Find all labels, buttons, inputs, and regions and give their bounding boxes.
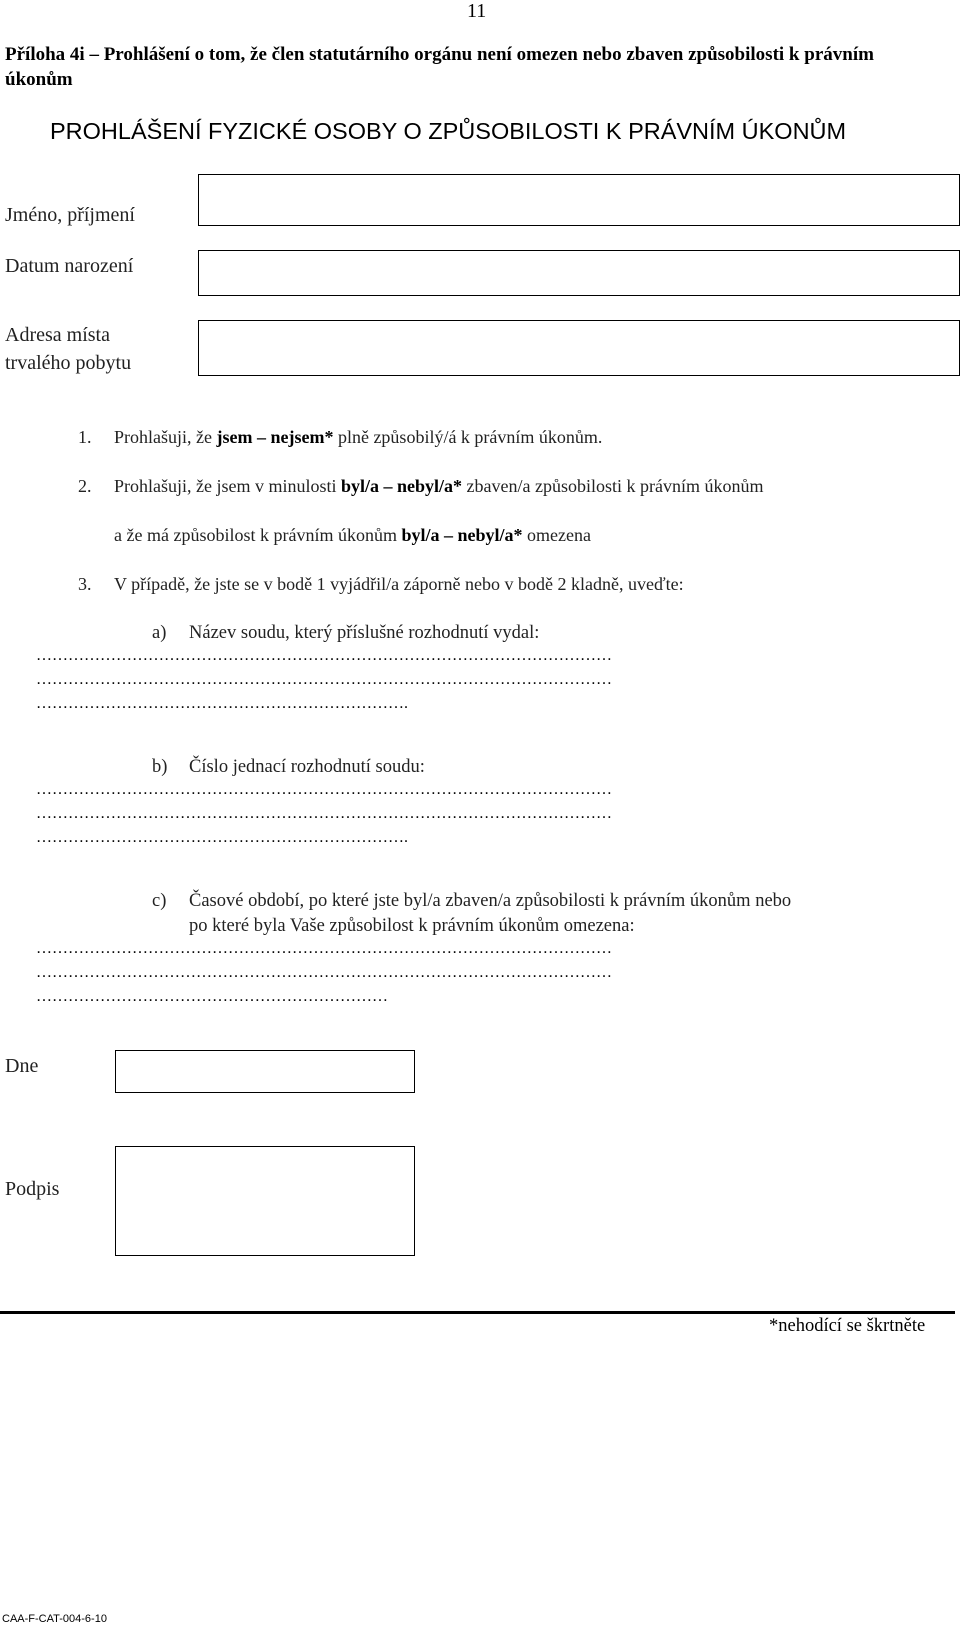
dotted-line-b3[interactable]: ……………………………………………………………. [36,829,408,846]
item-1-text: Prohlašuji, že jsem – nejsem* plně způsobilý/á k právním úkonům. [114,427,603,447]
sub-b-letter: b) [152,757,168,777]
sub-a-text: Název soudu, který příslušné rozhodnutí vydal: [189,623,540,643]
page-title: PROHLÁŠENÍ FYZICKÉ OSOBY O ZPŮSOBILOSTI K PRÁVNÍM ÚKONŮM [50,118,847,144]
footer-code: CAA-F-CAT-004-6-10 [2,1613,107,1625]
date-field[interactable] [115,1050,415,1093]
sub-c-letter: c) [152,891,167,911]
item-2-text-line2: a že má způsobilost k právním úkonům byl/a – nebyl/a* omezena [114,525,591,545]
sub-c-text-line1: Časové období, po které jste byl/a zbaven/a způsobilosti k právním úkonům nebo [189,891,792,911]
birth-date-field[interactable] [198,250,960,296]
dotted-line-a3[interactable]: ……………………………………………………………. [36,695,408,712]
footnote: *nehodící se škrtněte [769,1316,926,1336]
item-2-number: 2. [78,476,92,496]
dotted-line-c3[interactable]: ………………………………………………………… [36,988,388,1005]
dotted-line-a2[interactable]: ……………………………………………………………………………………………… [36,671,612,688]
sub-a-letter: a) [152,623,167,643]
item-2-text: Prohlašuji, že jsem v minulosti byl/a – nebyl/a* zbaven/a způsobilosti k právním úkonům [114,476,764,496]
date-label: Dne [5,1055,39,1077]
sub-b-text: Číslo jednací rozhodnutí soudu: [189,757,425,777]
address-label-line2: trvalého pobytu [5,352,132,374]
address-label-line1: Adresa místa [5,324,110,346]
dotted-line-c2[interactable]: ……………………………………………………………………………………………… [36,964,612,981]
divider-line [0,1311,955,1314]
birth-date-label: Datum narození [5,255,134,277]
item-3-text: V případě, že jste se v bodě 1 vyjádřil/a záporně nebo v bodě 2 kladně, uveďte: [114,574,684,594]
signature-field[interactable] [115,1146,415,1256]
dotted-line-c1[interactable]: ……………………………………………………………………………………………… [36,940,612,957]
dotted-line-a1[interactable]: ……………………………………………………………………………………………… [36,647,612,664]
dotted-line-b1[interactable]: ……………………………………………………………………………………………… [36,781,612,798]
dotted-line-b2[interactable]: ……………………………………………………………………………………………… [36,805,612,822]
item-1-number: 1. [78,427,92,447]
signature-label: Podpis [5,1178,60,1200]
address-field[interactable] [198,320,960,376]
name-field[interactable] [198,174,960,226]
name-label: Jméno, příjmení [5,204,135,226]
item-3-number: 3. [78,574,92,594]
sub-c-text-line2: po které byla Vaše způsobilost k právním úkonům omezena: [189,916,635,936]
annex-title: Příloha 4i – Prohlášení o tom, že člen statutárního orgánu není omezen nebo zbaven způsobilosti k právním úkonům [5,44,874,90]
page-number: 11 [467,0,487,22]
